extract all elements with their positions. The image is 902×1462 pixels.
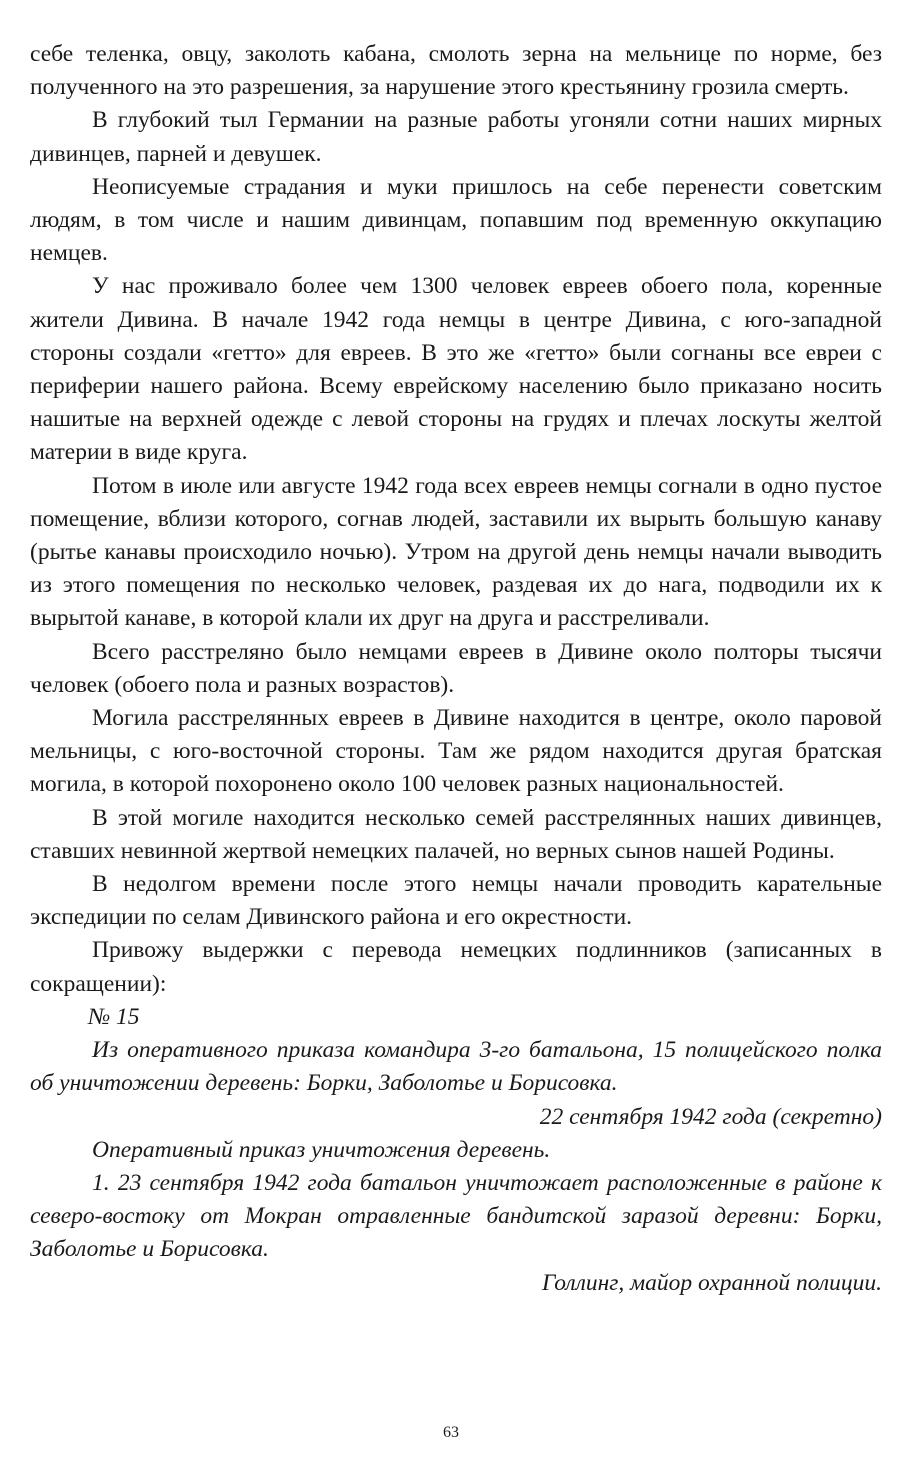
paragraph-7: Могила расстрелянных евреев в Дивине находится в центре, около паровой мельницы, с юго-восточной стороны. Там же рядом находится другая братская могила, в которой похоронено около 100 человек разных национальностей. bbox=[30, 705, 882, 798]
paragraph-2: В глубокий тыл Германии на разные работы угоняли сотни наших мирных дивинцев, парней и девушек. bbox=[30, 107, 882, 167]
paragraph-8: В этой могиле находится несколько семей расстрелянных наших дивинцев, ставших невинной жертвой немецких палачей, но верных сынов нашей Родины. bbox=[30, 804, 882, 864]
order-heading: Оперативный приказ уничтожения деревень. bbox=[92, 1136, 551, 1163]
paragraph-4: У нас проживало более чем 1300 человек евреев обоего пола, коренные жители Дивина. В начале 1942 года немцы в центре Дивина, с юго-западной стороны создали «гетто» для евреев. В это же «гетто» были согнаны все евреи с периферии нашего района. Всему еврейскому населению было приказано носить нашитые на верхней одежде с левой стороны на грудях и плечах лоскуты желтой материи в виде круга. bbox=[30, 273, 882, 466]
paragraph-3: Неописуемые страдания и муки пришлось на себе перенести советским людям, в том числе и нашим дивинцам, попавшим под временную оккупацию немцев. bbox=[30, 173, 882, 267]
paragraph-1: себе теленка, овцу, заколоть кабана, смолоть зерна на мельнице по норме, без полученного на это разрешения, за нарушение этого крестьянину грозила смерть. bbox=[30, 41, 882, 101]
order-date: 22 сентября 1942 года (секретно) bbox=[539, 1103, 882, 1130]
order-title: Из оперативного приказа командира 3-го батальона, 15 полицейского полка об уничтожении деревень: Борки, Заболотье и Борисовка. bbox=[30, 1037, 882, 1097]
order-item: 1. 23 сентября 1942 года батальон уничтожает расположенные в районе к северо-востоку от Мокран отравленные бандитской заразой деревни: Борки, Заболотье и Борисовка. bbox=[30, 1169, 882, 1263]
document-body bbox=[30, 38, 882, 1300]
signature: Голлинг, майор охранной полиции. bbox=[542, 1269, 882, 1296]
document-number: № 15 bbox=[88, 1003, 140, 1030]
page-number: 63 bbox=[443, 1424, 459, 1441]
paragraph-9: В недолгом времени после этого немцы начали проводить карательные экспедиции по селам Дивинского района и его окрестности. bbox=[30, 871, 882, 931]
paragraph-10: Привожу выдержки с перевода немецких подлинников (записанных в сокращении): bbox=[30, 937, 882, 997]
paragraph-6: Всего расстреляно было немцами евреев в Дивине около полторы тысячи человек (обоего пола и разных возрастов). bbox=[30, 638, 882, 698]
paragraph-5: Потом в июле или августе 1942 года всех евреев немцы согнали в одно пустое помещение, вблизи которого, согнав людей, заставили их вырыть большую канаву (рытье канавы происходило ночью). Утром на другой день немцы начали выводить из этого помещения по несколько человек, раздевая их до нага, подводили их к вырытой канаве, в которой клали их друг на друга и расстреливали. bbox=[30, 472, 882, 632]
